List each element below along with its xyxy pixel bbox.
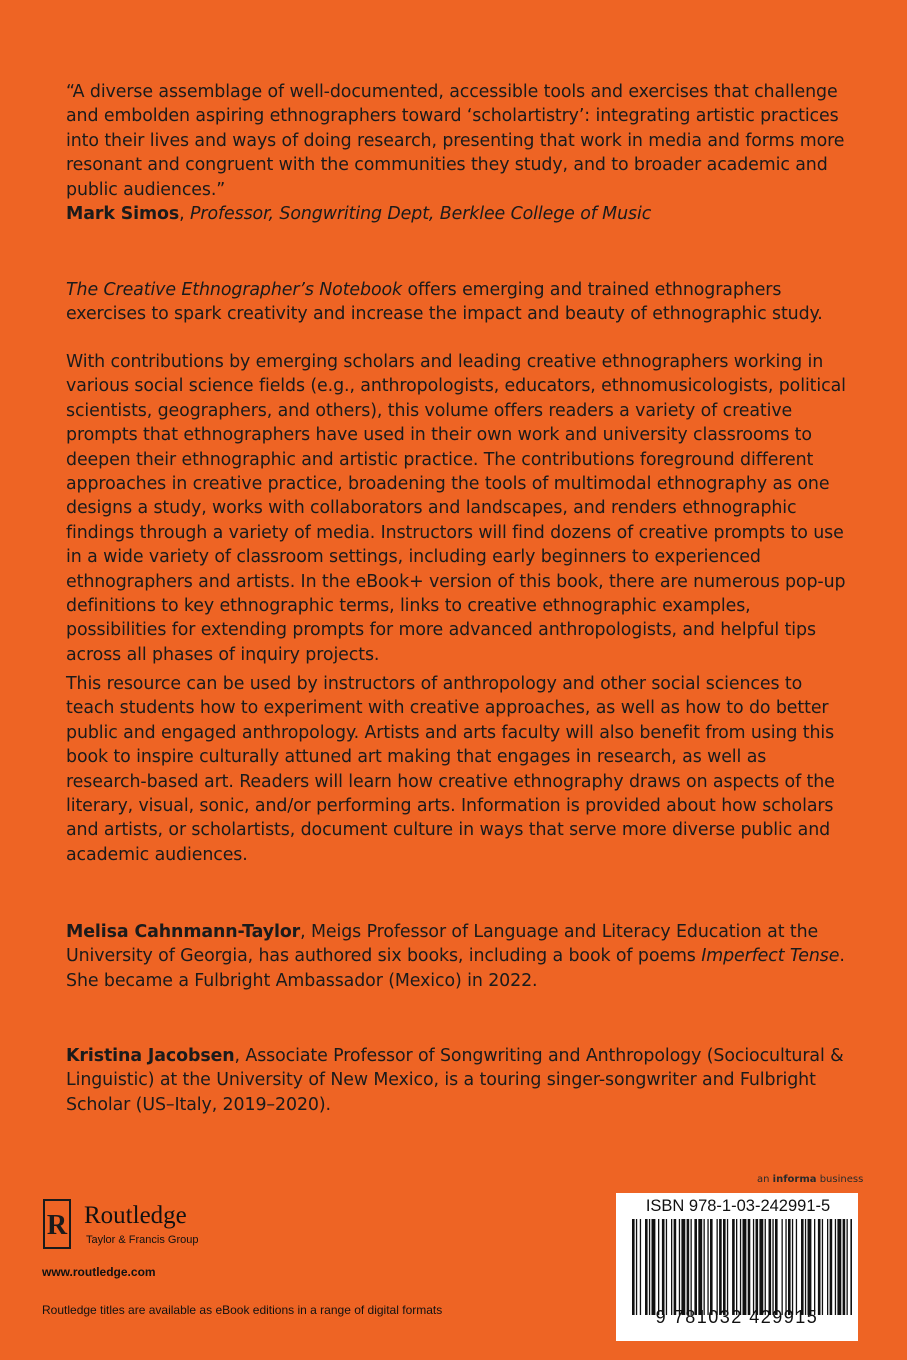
barcode-bar — [830, 1219, 833, 1315]
barcode-bar — [723, 1219, 726, 1315]
author-bio-text-1b: . She became a Fulbright Ambassador (Mexico) in 2022. — [66, 946, 845, 991]
barcode-bar — [748, 1219, 751, 1315]
barcode-bar — [756, 1219, 759, 1315]
svg-text:R: R — [46, 1210, 68, 1241]
barcode-bar — [710, 1219, 713, 1315]
quote-author-role: Professor, Songwriting Dept, Berklee College of Music — [190, 204, 652, 225]
barcode-bar — [717, 1219, 718, 1315]
informa-brand: informa — [772, 1174, 817, 1185]
barcode-bar — [658, 1219, 659, 1315]
isbn-label: ISBN 978-1-03-242991-5 — [645, 1197, 831, 1215]
barcode-bar — [645, 1219, 648, 1315]
author-name-2: Kristina Jacobsen — [66, 1046, 235, 1066]
barcode-bar — [772, 1219, 773, 1315]
author-bio-2 — [66, 1044, 846, 1117]
barcode-bar — [649, 1219, 650, 1315]
barcode-bar — [740, 1219, 741, 1315]
author-bio-text-1: , Meigs Professor of Language and Literacy Education at the University of Georgia, has authored six books, including a book of poems — [66, 922, 819, 967]
author-book-title: Imperfect Tense — [701, 946, 840, 967]
barcode-bar — [788, 1219, 791, 1315]
description-paragraph-1 — [66, 350, 846, 667]
publisher-name: Routledge — [84, 1202, 187, 1229]
barcode-bar — [843, 1219, 846, 1315]
barcode-bar — [732, 1219, 735, 1315]
book-title: The Creative Ethnographer’s Notebook — [66, 280, 403, 300]
barcode-bars — [632, 1219, 852, 1315]
barcode-bar — [753, 1219, 754, 1315]
intro-paragraph — [66, 278, 846, 327]
barcode-bar — [719, 1219, 722, 1315]
barcode-bar — [765, 1219, 766, 1315]
ebook-note: Routledge titles are available as eBook editions in a range of digital formats — [42, 1303, 443, 1317]
publisher-subtitle: Taylor & Francis Group — [86, 1234, 199, 1246]
barcode-bar — [796, 1219, 797, 1315]
barcode-bar — [679, 1219, 680, 1315]
barcode-bar — [792, 1219, 793, 1315]
barcode-bar — [743, 1219, 747, 1315]
barcode-bar — [632, 1219, 635, 1315]
barcode-bar — [698, 1219, 702, 1315]
routledge-r-icon — [42, 1198, 74, 1254]
barcode-bar — [640, 1219, 641, 1315]
quote-text: “A diverse assemblage of well-documented, accessible tools and exercises that challenge and embolden aspiring ethnographers toward ‘scholartistry’: integrating artistic practices into their lives and ways of doing research, presenting that work in media and forms more resonant and congruent with the communities they study, and to broader academic and public audiences.” — [66, 82, 845, 200]
barcode-bar — [636, 1219, 637, 1315]
description-text-2: This resource can be used by instructors of anthropology and other social sciences to teach students how to experiment with creative approaches, as well as how to do better public and engaged anthropology. Artists and arts faculty will also benefit from using this book to inspire culturally attuned art making that engages in research, as well as research-based art. Readers will learn how creative ethnography draws on aspects of the literary, visual, sonic, and/or performing arts. Information is provided about how scholars and artists, or scholartists, document culture in ways that serve more diverse public and academic audiences. — [66, 674, 835, 865]
description-paragraph-2 — [66, 672, 846, 867]
barcode-bar — [652, 1219, 656, 1315]
barcode-bar — [775, 1219, 778, 1315]
endorsement-quote — [66, 80, 846, 226]
barcode-bar — [782, 1219, 783, 1315]
author-bio-text-2: , Associate Professor of Songwriting and Anthropology (Sociocultural & Linguistic) at the University of New Mexico, is a touring singer-songwriter and Fulbright Scholar (US–Italy, 2019–2020). — [66, 1046, 844, 1115]
quote-author: Mark Simos — [66, 204, 180, 225]
barcode-bar — [681, 1219, 685, 1315]
barcode-bar — [801, 1219, 804, 1315]
barcode-bar — [704, 1219, 705, 1315]
author-bio-1 — [66, 920, 846, 993]
author-name-1: Melisa Cahnmann-Taylor — [66, 922, 301, 942]
barcode-bar — [818, 1219, 821, 1315]
barcode-bar — [694, 1219, 697, 1315]
barcode-bar — [666, 1219, 667, 1315]
barcode-bar — [808, 1219, 812, 1315]
barcode-bar — [736, 1219, 737, 1315]
barcode-bar — [759, 1219, 763, 1315]
barcode-bar — [850, 1219, 852, 1315]
barcode-bar — [827, 1219, 828, 1315]
barcode-bar — [847, 1219, 848, 1315]
informa-tagline: an informa business — [757, 1174, 864, 1185]
quote-attribution: Mark Simos, Professor, Songwriting Dept, Berklee College of Music — [66, 204, 652, 225]
barcode-bar — [822, 1219, 823, 1315]
description-text-1: With contributions by emerging scholars and leading creative ethnographers working in various social science fields (e.g., anthropologists, educators, ethnomusicologists, political scientists, geographers, and others), this volume offers readers a variety of creative prompts that ethnographers have used in their own work and university classrooms to deepen their ethnographic and artistic practice. The contributions foreground different approaches in creative practice, broadening the tools of multimodal ethnography as one designs a study, works with collaborators and landscapes, and renders ethnographic findings through a variety of media. Instructors will find dozens of creative prompts to use in a wide variety of classroom settings, including early beginners to experienced ethnographers and artists. In the eBook+ version of this book, there are numerous pop-up definitions to key ethnographic terms, links to creative ethnographic examples, possibilities for extending prompts for more advanced anthropologists, and helpful tips across all phases of inquiry projects. — [66, 352, 846, 665]
barcode-bar — [671, 1219, 672, 1315]
barcode-bar — [691, 1219, 692, 1315]
barcode-bar — [785, 1219, 786, 1315]
routledge-logo — [42, 1198, 232, 1258]
barcode-bar — [707, 1219, 708, 1315]
barcode-bar — [805, 1219, 806, 1315]
barcode-digits: 9 781032 429915 — [655, 1307, 819, 1327]
barcode-bar — [687, 1219, 690, 1315]
barcode-bar — [769, 1219, 772, 1315]
barcode-bar — [662, 1219, 665, 1315]
publisher-url[interactable]: www.routledge.com — [42, 1265, 156, 1279]
barcode-bar — [837, 1219, 841, 1315]
barcode-bar — [835, 1219, 836, 1315]
barcode-bar — [727, 1219, 728, 1315]
intro-text: offers emerging and trained ethnographers exercises to spark creativity and increase the impact and beauty of ethnographic study. — [66, 280, 823, 325]
barcode-bar — [814, 1219, 815, 1315]
barcode-bar — [674, 1219, 677, 1315]
isbn-barcode — [616, 1193, 858, 1341]
